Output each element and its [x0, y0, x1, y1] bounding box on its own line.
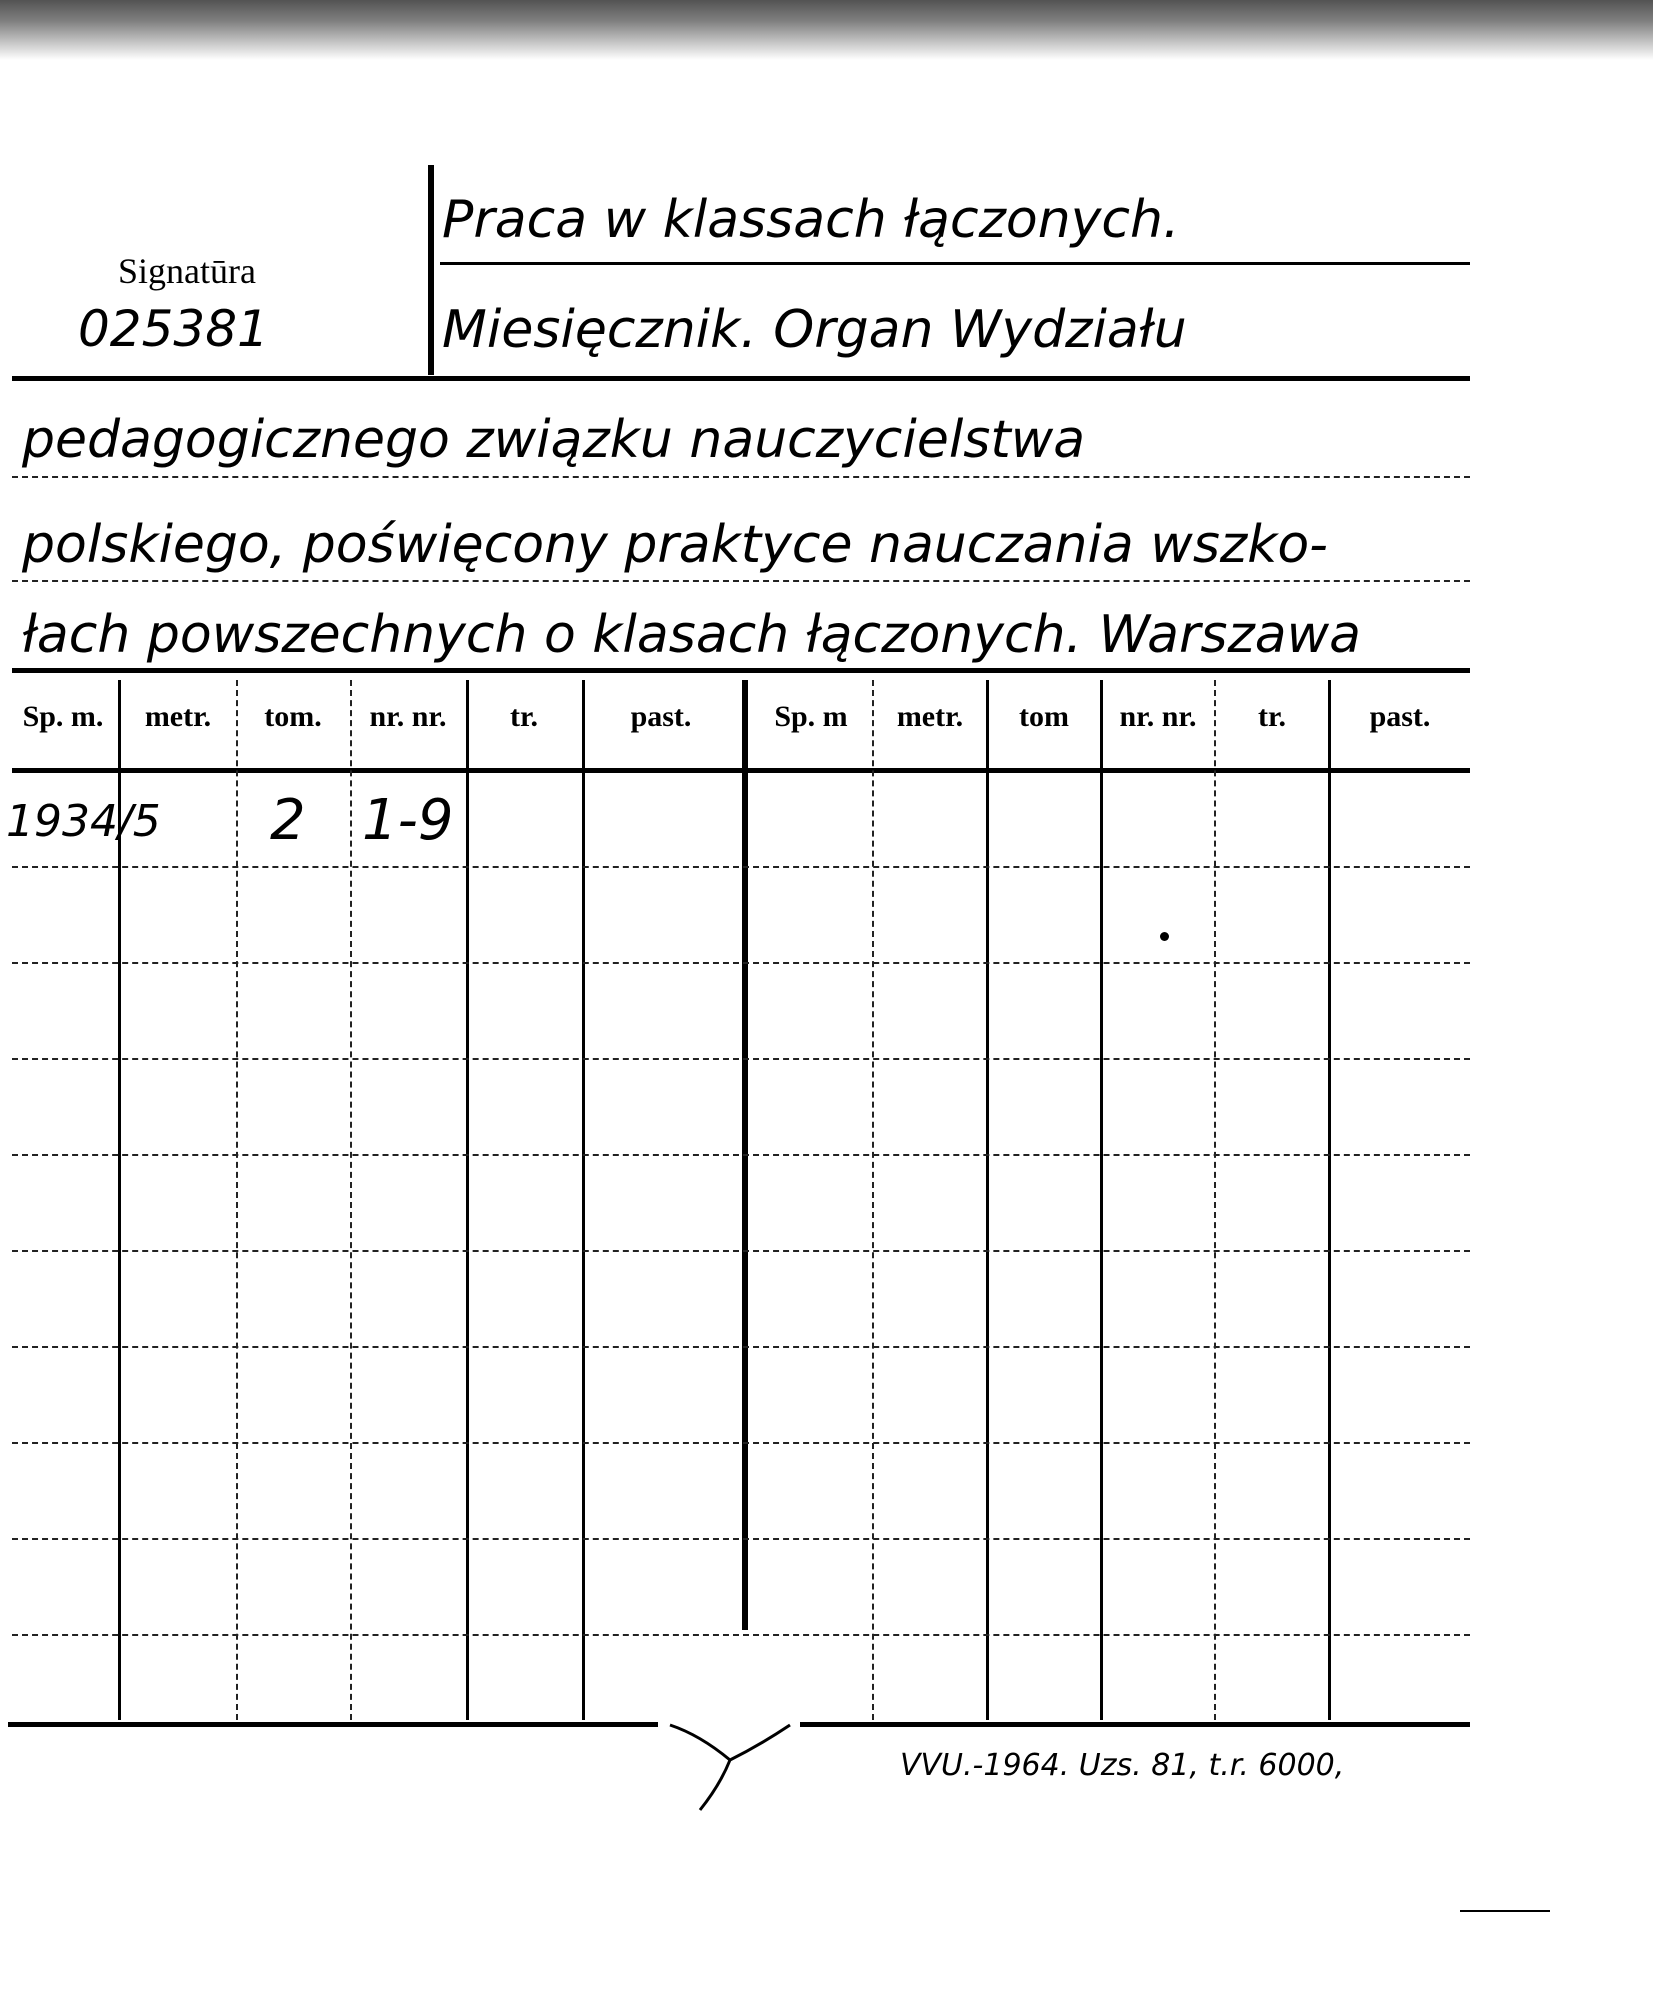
signatura-number: 025381 — [78, 300, 269, 358]
col-divider — [466, 680, 469, 1720]
col-nrnr-right: nr. nr. — [1119, 700, 1197, 733]
col-tom-left: tom. — [264, 700, 322, 733]
col-past-right: past. — [1369, 700, 1431, 733]
col-divider — [350, 680, 352, 1720]
title-line-2: Miesięcznik. Organ Wydziału — [442, 300, 1187, 360]
card-notch — [660, 1715, 800, 1830]
rule — [12, 476, 1470, 478]
row1-sp-m: 1934/5 — [6, 796, 161, 847]
col-tom-right: tom — [1019, 700, 1069, 733]
col-divider — [1328, 680, 1331, 1720]
title-line-3: pedagogicznego związku nauczycielstwa — [22, 410, 1086, 470]
col-sp-m-right: Sp. m — [774, 700, 848, 733]
row-rule — [12, 1154, 1470, 1156]
rule — [440, 262, 1470, 265]
col-divider — [236, 680, 238, 1720]
scan-smudge — [0, 0, 1653, 60]
printer-note: VVU.-1964. Uzs. 81, t.r. 6000, — [900, 1748, 1345, 1783]
col-sp-m-left: Sp. m. — [22, 700, 104, 733]
header-divider — [428, 165, 434, 375]
col-nrnr-left: nr. nr. — [369, 700, 447, 733]
row1-tom: 2 — [270, 788, 306, 853]
row-rule — [12, 1634, 1470, 1636]
col-metr-left: metr. — [144, 700, 212, 733]
ink-dot — [1160, 932, 1169, 941]
bottom-rule — [800, 1722, 1470, 1727]
row-rule — [12, 1250, 1470, 1252]
rule — [12, 376, 1470, 381]
title-line-5: łach powszechnych o klasach łączonych. Warszawa — [22, 605, 1362, 665]
col-divider — [1100, 680, 1103, 1720]
row-rule — [12, 962, 1470, 964]
row1-nr-nr: 1-9 — [362, 788, 454, 853]
row-rule — [12, 1442, 1470, 1444]
col-past-left: past. — [630, 700, 692, 733]
signatura-label: Signatūra — [118, 251, 256, 291]
row-rule — [12, 1538, 1470, 1540]
rule — [12, 580, 1470, 582]
stray-mark — [1460, 1910, 1550, 1912]
col-divider — [582, 680, 585, 1720]
col-tr-left: tr. — [509, 700, 539, 733]
col-divider — [986, 680, 989, 1720]
col-divider — [872, 680, 874, 1720]
rule — [12, 668, 1470, 673]
title-line-1: Praca w klassach łączonych. — [442, 190, 1180, 250]
col-tr-right: tr. — [1257, 700, 1287, 733]
title-line-4: polskiego, poświęcony praktyce nauczania wszko- — [22, 515, 1328, 575]
col-metr-right: metr. — [896, 700, 964, 733]
col-divider — [1214, 680, 1216, 1720]
row-rule — [12, 1058, 1470, 1060]
header-rule — [12, 768, 1470, 773]
row-rule — [12, 866, 1470, 868]
bottom-rule — [8, 1722, 658, 1727]
row-rule — [12, 1346, 1470, 1348]
